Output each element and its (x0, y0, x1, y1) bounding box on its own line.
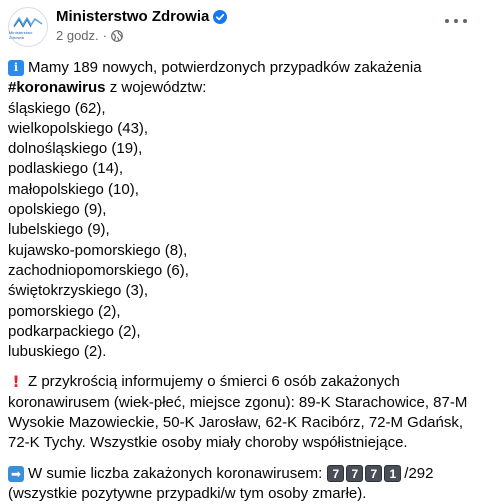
summary-paragraph (8, 464, 477, 504)
post-meta (56, 6, 227, 43)
intro-line-2 (8, 78, 477, 98)
more-options-icon[interactable] (445, 16, 467, 26)
hashtag-link[interactable]: #koronawirus (8, 79, 106, 97)
deaths-text-1: Z przykrością informujemy o śmierci 6 osób zakażonych (28, 373, 400, 391)
summary-prefix: W sumie liczba zakażonych koronawirusem: (28, 464, 323, 482)
paragraph-gap (8, 454, 477, 464)
summary-line (8, 464, 477, 484)
deaths-line: Wysokie Mazowieckie, 50-K Jarosław, 62-K Racibórz, 72-M Gdańsk, (8, 414, 464, 432)
regions-list (8, 99, 477, 363)
list-item: zachodniopomorskiego (6), (8, 261, 189, 279)
list-item: podlaskiego (14), (8, 160, 124, 178)
time-row (56, 28, 227, 43)
more-dot (463, 19, 467, 23)
paragraph-gap (8, 362, 477, 372)
avatar-label: Ministerstwo Zdrowia (9, 29, 33, 40)
intro-line-1 (8, 58, 477, 78)
summary-suffix: /292 (404, 464, 434, 482)
list-item: dolnośląskiego (19), (8, 140, 143, 158)
deaths-line: koronawirusem (wiek-płeć, miejsce zgonu): 89-K Starachowice, 87-M (8, 393, 468, 411)
digit-keycap: 7 (365, 465, 382, 482)
summary-digit-group (327, 465, 403, 482)
digit-keycap: 7 (346, 465, 363, 482)
author-name[interactable]: Ministerstwo Zdrowia (56, 8, 210, 25)
intro-text-rest: z województw: (105, 79, 207, 97)
list-item: wielkopolskiego (43), (8, 119, 149, 137)
deaths-line (8, 372, 477, 392)
more-dot (454, 19, 458, 23)
avatar[interactable] (8, 7, 48, 47)
ministry-logo-icon (13, 15, 43, 29)
arrow-right-emoji-icon: ➡ (8, 466, 24, 482)
list-item: lubuskiego (2). (8, 343, 107, 361)
more-dot (445, 19, 449, 23)
list-item: lubelskiego (9), (8, 221, 110, 239)
deaths-paragraph (8, 372, 477, 453)
verified-badge-icon (213, 10, 227, 24)
list-item: podkarpackiego (2), (8, 322, 141, 340)
post-body (0, 58, 485, 504)
list-item: kujawsko-pomorskiego (8), (8, 241, 188, 259)
meta-separator: · (102, 28, 107, 43)
intro-text: Mamy 189 nowych, potwierdzonych przypadków zakażenia (28, 59, 422, 76)
post-header (0, 6, 485, 56)
exclamation-emoji-icon: ! (12, 372, 20, 392)
author-row (56, 8, 227, 25)
list-item: opolskiego (9), (8, 201, 107, 219)
digit-keycap: 1 (384, 465, 401, 482)
summary-line-2: (wszystkie pozytywne przypadki/w tym osoby zmarłe). (8, 484, 367, 502)
post-timestamp[interactable]: 2 godz. (56, 28, 99, 43)
info-emoji-icon: i (8, 60, 24, 76)
deaths-line: 72-K Tychy. Wszystkie osoby miały choroby współistniejące. (8, 434, 408, 452)
list-item: pomorskiego (2), (8, 302, 121, 320)
digit-keycap: 7 (327, 465, 344, 482)
list-item: śląskiego (62), (8, 99, 106, 117)
list-item: świętokrzyskiego (3), (8, 282, 149, 300)
list-item: małopolskiego (10), (8, 180, 139, 198)
globe-icon[interactable] (111, 30, 123, 42)
